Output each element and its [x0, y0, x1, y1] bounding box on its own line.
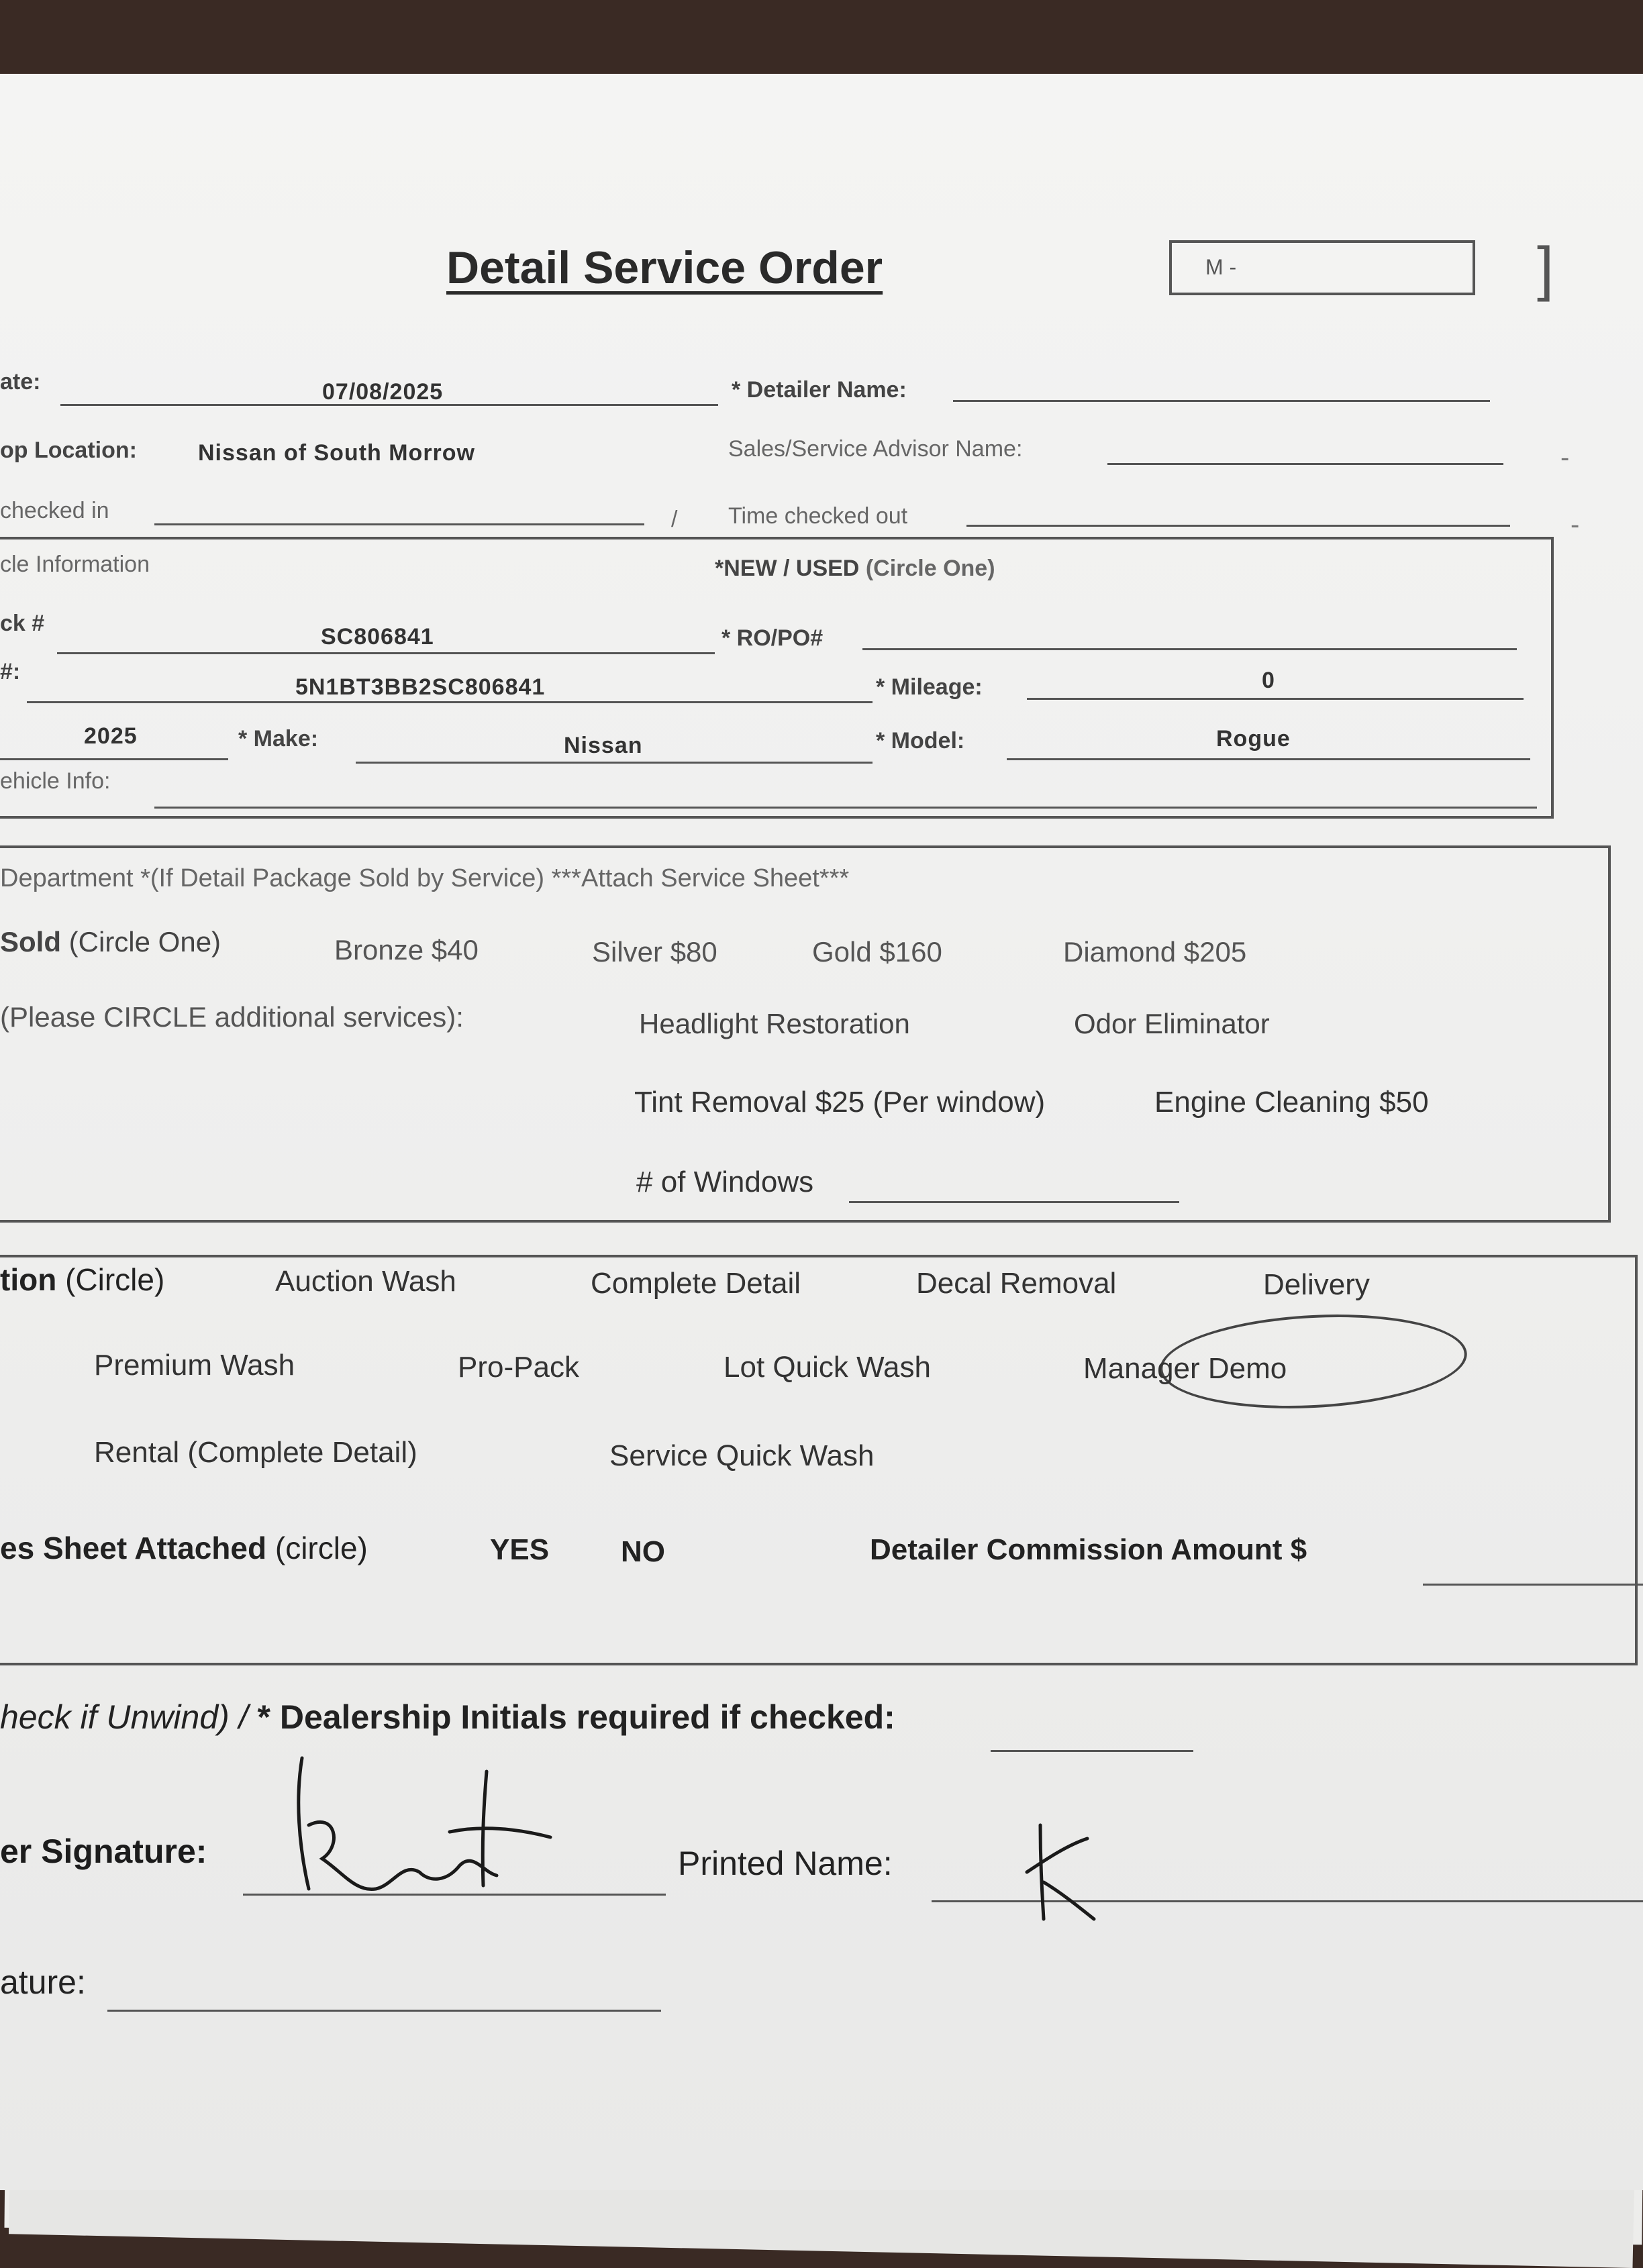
time-checked-out-line[interactable] — [966, 525, 1510, 527]
initials-label: * Dealership Initials required if checked: — [257, 1698, 895, 1736]
service-dept-heading: Department *(If Detail Package Sold by Service) ***Attach Service Sheet*** — [0, 864, 850, 892]
mileage-label: * Mileage: — [876, 674, 983, 700]
sales-sheet-label-group — [0, 1530, 368, 1566]
vin-label: #: — [0, 659, 21, 684]
handwritten-signature — [282, 1745, 577, 1906]
date-label: ate: — [0, 369, 41, 395]
bottom-signature-line[interactable] — [107, 2010, 661, 2012]
option-rental-complete-detail[interactable]: Rental (Complete Detail) — [94, 1436, 417, 1469]
detailer-name-label: * Detailer Name: — [732, 377, 907, 403]
year-line — [0, 758, 228, 760]
vin-value[interactable]: 5N1BT3BB2SC806841 — [295, 674, 546, 700]
page-title: Detail Service Order — [446, 242, 883, 293]
other-vehicle-line[interactable] — [154, 807, 1537, 809]
service-engine-cleaning[interactable]: Engine Cleaning $50 — [1154, 1086, 1429, 1119]
vehicle-info-label: cle Information — [0, 552, 150, 577]
checked-in-label: checked in — [0, 498, 109, 523]
make-line — [356, 762, 873, 764]
model-line — [1007, 758, 1530, 760]
advisor-label: Sales/Service Advisor Name: — [728, 436, 1023, 462]
options-hint: (Circle) — [65, 1262, 165, 1297]
option-delivery[interactable]: Delivery — [1263, 1268, 1370, 1301]
model-value[interactable]: Rogue — [1216, 726, 1291, 752]
windows-line[interactable] — [849, 1201, 1179, 1203]
mileage-value[interactable]: 0 — [1262, 668, 1275, 693]
new-used-text[interactable]: *NEW / USED — [715, 556, 860, 581]
detailer-name-line[interactable] — [953, 400, 1490, 402]
stock-value[interactable]: SC806841 — [321, 624, 434, 650]
slash-divider: / — [671, 507, 678, 532]
model-label: * Model: — [876, 728, 965, 754]
package-silver[interactable]: Silver $80 — [592, 936, 717, 968]
ro-po-line[interactable] — [862, 648, 1517, 650]
new-used-label — [715, 556, 995, 582]
other-vehicle-label: ehicle Info: — [0, 768, 111, 794]
option-service-quick-wash[interactable]: Service Quick Wash — [609, 1439, 875, 1472]
service-headlight-restoration[interactable]: Headlight Restoration — [639, 1008, 910, 1039]
package-gold[interactable]: Gold $160 — [812, 936, 942, 968]
edge-mark: - — [1560, 443, 1570, 472]
shop-location-label: op Location: — [0, 437, 137, 463]
sold-hint: (Circle One) — [68, 926, 221, 958]
stock-label: ck # — [0, 611, 45, 636]
option-decal-removal[interactable]: Decal Removal — [916, 1267, 1117, 1300]
form-paper — [0, 74, 1643, 2190]
time-checked-out-label: Time checked out — [728, 503, 908, 529]
new-used-hint: (Circle One) — [865, 556, 995, 581]
advisor-line[interactable] — [1107, 463, 1503, 465]
option-lot-quick-wash[interactable]: Lot Quick Wash — [724, 1351, 931, 1384]
sales-sheet-label: es Sheet Attached — [0, 1531, 267, 1565]
unwind-label: heck if Unwind) / — [0, 1698, 258, 1736]
mileage-line — [1027, 698, 1524, 700]
checked-in-line[interactable] — [154, 523, 644, 525]
vin-line — [27, 701, 873, 703]
signature-label: er Signature: — [0, 1833, 207, 1870]
additional-services-label: (Please CIRCLE additional services): — [0, 1001, 464, 1033]
options-label-group — [0, 1261, 164, 1298]
commission-label: Detailer Commission Amount $ — [870, 1533, 1307, 1566]
option-auction-wash[interactable]: Auction Wash — [275, 1265, 456, 1298]
service-tint-removal[interactable]: Tint Removal $25 (Per window) — [634, 1086, 1046, 1119]
make-value[interactable]: Nissan — [564, 733, 643, 758]
service-odor-eliminator[interactable]: Odor Eliminator — [1074, 1008, 1270, 1039]
form-id-prefix: M - — [1205, 255, 1237, 279]
option-manager-demo[interactable]: Manager Demo — [1083, 1352, 1287, 1385]
make-label: * Make: — [238, 726, 319, 752]
sold-label-group — [0, 926, 221, 958]
sales-sheet-hint: (circle) — [275, 1531, 368, 1565]
package-diamond[interactable]: Diamond $205 — [1063, 936, 1247, 968]
option-pro-pack[interactable]: Pro-Pack — [458, 1351, 579, 1384]
windows-label: # of Windows — [636, 1166, 814, 1198]
bottom-signature-label: ature: — [0, 1963, 86, 2001]
unwind-label-group — [0, 1698, 895, 1737]
option-premium-wash[interactable]: Premium Wash — [94, 1349, 295, 1382]
year-value[interactable]: 2025 — [84, 723, 138, 749]
sales-sheet-yes[interactable]: YES — [490, 1533, 550, 1566]
option-complete-detail[interactable]: Complete Detail — [591, 1267, 801, 1300]
options-label: tion — [0, 1262, 57, 1297]
commission-line[interactable] — [1423, 1584, 1643, 1586]
edge-mark: - — [1571, 510, 1580, 539]
sales-sheet-no[interactable]: NO — [621, 1535, 665, 1568]
date-value[interactable]: 07/08/2025 — [322, 379, 444, 405]
handwritten-initials — [1013, 1818, 1107, 1926]
stock-line — [57, 652, 715, 654]
sold-label: Sold — [0, 926, 61, 958]
edge-bracket: ] — [1537, 236, 1554, 303]
printed-name-label: Printed Name: — [678, 1845, 893, 1882]
shop-location-value[interactable]: Nissan of South Morrow — [198, 440, 475, 466]
form-id-box[interactable] — [1169, 240, 1475, 295]
package-bronze[interactable]: Bronze $40 — [334, 934, 479, 966]
ro-po-label: * RO/PO# — [721, 625, 824, 651]
initials-line[interactable] — [991, 1750, 1193, 1752]
